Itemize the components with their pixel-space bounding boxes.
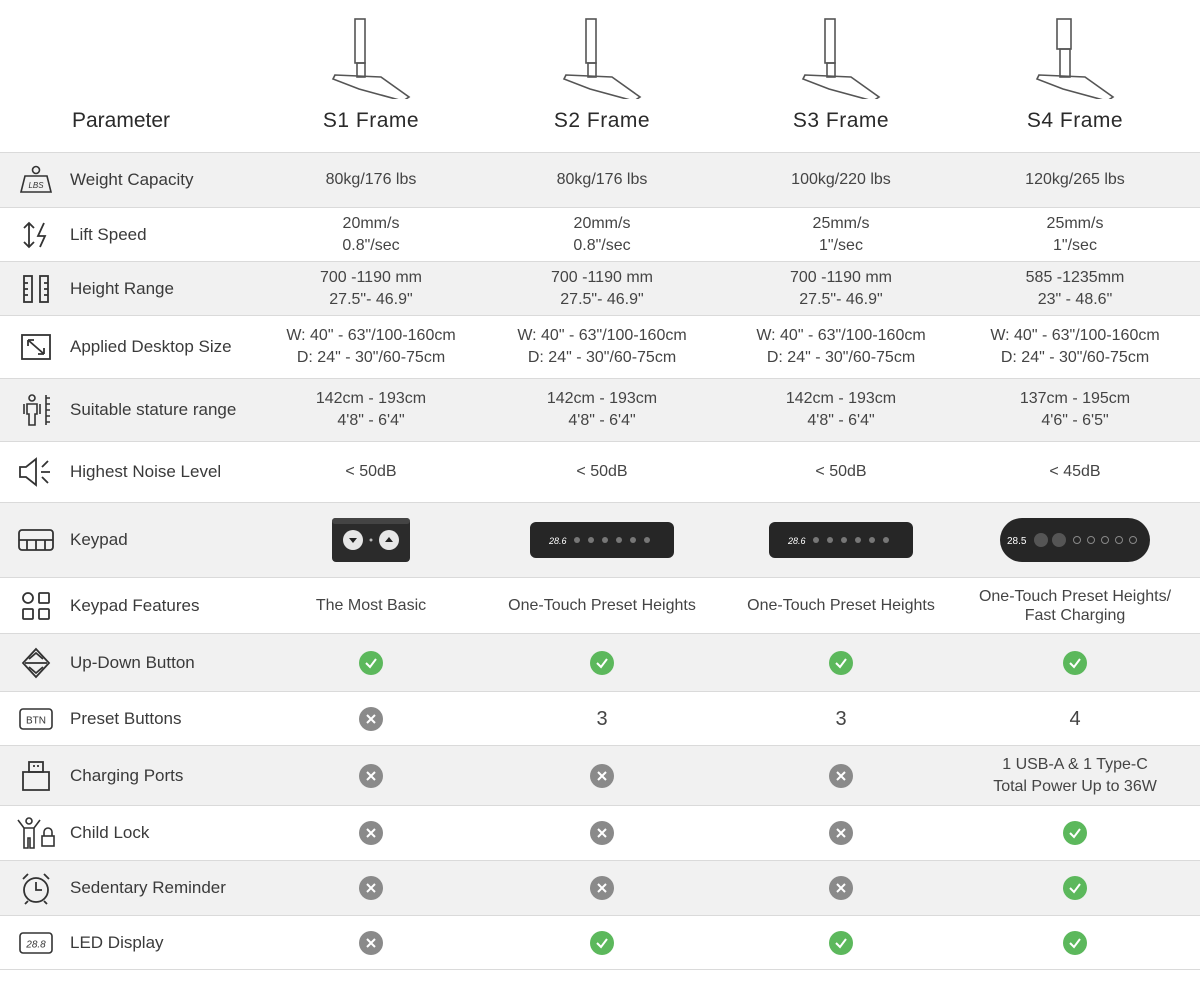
value-line: 27.5"- 46.9" (329, 290, 413, 308)
param-label: Up-Down Button (70, 652, 195, 672)
value-cell (950, 876, 1200, 900)
value-line: D: 24" - 30"/60-75cm (1000, 349, 1150, 366)
param-label: Applied Desktop Size (70, 337, 232, 356)
value-cell (732, 388, 950, 432)
value-cell (732, 876, 950, 900)
param-cell (0, 327, 270, 367)
value-cell (472, 388, 732, 432)
value-cell (732, 651, 950, 675)
value-cell (732, 595, 950, 617)
header-s4 (950, 0, 1200, 152)
value-cell (950, 587, 1200, 625)
value-line: One-Touch Preset Heights (508, 596, 696, 614)
value-cell (270, 516, 472, 564)
value-cell (472, 520, 732, 560)
value-cell (472, 213, 732, 257)
frame-title: S4 Frame (1026, 109, 1124, 132)
param-label: Charging Ports (70, 765, 184, 785)
cross-icon (359, 931, 383, 955)
svg-text:BTN: BTN (26, 715, 46, 726)
param-label: Keypad (70, 530, 128, 549)
svg-text:28.6: 28.6 (788, 536, 806, 546)
value-cell (270, 169, 472, 191)
header-s3 (732, 0, 950, 152)
value-cell (950, 267, 1200, 311)
cross-icon (359, 707, 383, 731)
value-line: W: 40" - 63"/100-160cm (517, 327, 687, 344)
value-cell (472, 708, 732, 730)
param-label: Suitable stature range (70, 400, 237, 419)
value-line: 700 -1190 mm (320, 268, 422, 286)
check-icon (829, 651, 853, 675)
value-cell (270, 213, 472, 257)
value-line: 585 -1235mm (1025, 268, 1125, 286)
param-label: Sedentary Reminder (70, 878, 226, 897)
frame-leg-icon (1035, 17, 1115, 99)
value-line: 137cm - 195cm (1019, 390, 1131, 407)
check-icon (1063, 821, 1087, 845)
value-line: 20mm/s (573, 214, 631, 232)
check-icon (359, 651, 383, 675)
param-cell (0, 520, 270, 560)
value-line: 0.8"/sec (573, 236, 631, 254)
value-line: Fast Charging (1024, 606, 1126, 624)
value-line: 4'8" - 6'4" (568, 412, 636, 429)
frame-leg-icon (801, 17, 881, 99)
cross-icon (590, 764, 614, 788)
value-cell (270, 461, 472, 483)
value-line: 1"/sec (819, 236, 863, 254)
param-cell (0, 923, 270, 963)
frame-leg-icon (562, 17, 642, 99)
value-cell (732, 520, 950, 560)
cross-icon (829, 876, 853, 900)
alarm-clock-icon (16, 868, 56, 908)
check-icon (829, 931, 853, 955)
param-cell (0, 160, 270, 200)
cross-icon (590, 821, 614, 845)
param-label: Height Range (70, 278, 174, 298)
value-line: The Most Basic (315, 596, 427, 614)
value-cell (270, 821, 472, 845)
value-cell (472, 821, 732, 845)
value-cell (472, 325, 732, 369)
svg-text:28.5: 28.5 (1007, 536, 1027, 547)
value-line: W: 40" - 63"/100-160cm (286, 327, 456, 344)
height-range-icon (16, 269, 56, 309)
svg-text:28.6: 28.6 (549, 536, 567, 546)
param-cell (0, 643, 270, 683)
value-cell (270, 764, 472, 788)
basic-keypad-image (331, 516, 411, 564)
header-s1 (270, 0, 472, 152)
value-line: < 50dB (576, 463, 628, 480)
value-line: D: 24" - 30"/60-75cm (296, 349, 446, 366)
keypad-features-icon (16, 586, 56, 626)
stature-icon (16, 390, 56, 430)
param-label: Highest Noise Level (70, 462, 222, 481)
round-display-keypad-image (999, 515, 1151, 565)
check-icon (1063, 651, 1087, 675)
header-s2 (472, 0, 732, 152)
check-icon (590, 931, 614, 955)
row-keypad-features (0, 578, 1200, 634)
value-line: One-Touch Preset Heights (747, 596, 935, 614)
cross-icon (359, 876, 383, 900)
cross-icon (829, 821, 853, 845)
preset-count: 4 (1069, 707, 1081, 730)
value-cell (270, 707, 472, 731)
row-charging-ports (0, 746, 1200, 806)
param-label: Lift Speed (70, 224, 147, 244)
value-cell (270, 595, 472, 617)
row-child-lock (0, 806, 1200, 861)
param-cell (0, 756, 270, 796)
value-cell (472, 931, 732, 955)
value-line: 700 -1190 mm (551, 268, 653, 286)
value-line: 1 USB-A & 1 Type-C (1002, 755, 1148, 773)
param-cell (0, 868, 270, 908)
row-weight-capacity (0, 153, 1200, 208)
value-line: 4'8" - 6'4" (337, 412, 405, 429)
param-label: Keypad Features (70, 595, 200, 615)
header-parameter-cell (0, 0, 270, 152)
value-line: W: 40" - 63"/100-160cm (990, 327, 1160, 344)
value-line: < 50dB (815, 463, 867, 480)
param-cell (0, 699, 270, 739)
value-cell (950, 931, 1200, 955)
value-cell (950, 461, 1200, 483)
value-cell (732, 708, 950, 730)
frame-title: S2 Frame (553, 109, 651, 132)
value-cell (472, 764, 732, 788)
value-cell (950, 388, 1200, 432)
value-line: 1"/sec (1053, 236, 1097, 254)
value-line: 142cm - 193cm (315, 390, 427, 407)
value-cell (472, 651, 732, 675)
value-line: 25mm/s (812, 214, 870, 232)
btn-icon (16, 699, 56, 739)
param-cell (0, 586, 270, 626)
value-line: 120kg/265 lbs (1025, 171, 1125, 188)
frame-title: S1 Frame (322, 109, 420, 132)
row-stature-range (0, 379, 1200, 442)
up-down-icon (16, 643, 56, 683)
value-line: 100kg/220 lbs (791, 171, 891, 188)
frame-leg-icon (331, 17, 411, 99)
charging-port-icon (16, 756, 56, 796)
value-line: 25mm/s (1046, 214, 1104, 232)
value-line: < 50dB (345, 463, 397, 480)
value-cell (472, 169, 732, 191)
cross-icon (359, 821, 383, 845)
display-keypad-image (768, 520, 914, 560)
value-line: 27.5"- 46.9" (799, 290, 883, 308)
header-row (0, 0, 1200, 153)
row-sedentary-reminder (0, 861, 1200, 916)
value-line: < 45dB (1049, 463, 1101, 480)
value-line: 80kg/176 lbs (325, 171, 417, 188)
value-cell (950, 821, 1200, 845)
lift-speed-icon (16, 215, 56, 255)
value-line: 23" - 48.6" (1037, 290, 1113, 308)
value-cell (472, 876, 732, 900)
value-line: 142cm - 193cm (546, 390, 658, 407)
svg-text:28.8: 28.8 (26, 939, 46, 950)
param-cell (0, 215, 270, 255)
row-lift-speed (0, 208, 1200, 262)
led-display-icon (16, 923, 56, 963)
value-cell (472, 267, 732, 311)
value-cell (472, 461, 732, 483)
child-lock-icon (16, 813, 56, 853)
value-line: 20mm/s (342, 214, 400, 232)
value-line: One-Touch Preset Heights/ (978, 587, 1172, 605)
param-cell (0, 269, 270, 309)
value-cell (270, 388, 472, 432)
value-cell (950, 515, 1200, 565)
value-line: Total Power Up to 36W (993, 777, 1157, 795)
frame-title: S3 Frame (792, 109, 890, 132)
check-icon (590, 651, 614, 675)
value-cell (732, 267, 950, 311)
value-cell (270, 325, 472, 369)
value-cell (950, 169, 1200, 191)
value-line: D: 24" - 30"/60-75cm (766, 349, 916, 366)
preset-count: 3 (596, 707, 608, 730)
value-cell (270, 267, 472, 311)
value-cell (732, 931, 950, 955)
display-keypad-image (529, 520, 675, 560)
value-cell (732, 213, 950, 257)
value-line: W: 40" - 63"/100-160cm (756, 327, 926, 344)
value-line: D: 24" - 30"/60-75cm (527, 349, 677, 366)
value-cell (950, 213, 1200, 257)
param-label: LED Display (70, 932, 164, 952)
weight-lbs-icon (16, 160, 56, 200)
row-preset-buttons (0, 692, 1200, 746)
noise-icon (16, 452, 56, 492)
param-cell (0, 813, 270, 853)
value-cell (950, 708, 1200, 730)
value-cell (950, 651, 1200, 675)
cross-icon (829, 764, 853, 788)
row-led-display (0, 916, 1200, 970)
value-line: 27.5"- 46.9" (560, 290, 644, 308)
keypad-icon (16, 520, 56, 560)
value-line: 4'6" - 6'5" (1041, 412, 1109, 429)
row-desktop-size (0, 316, 1200, 379)
svg-text:LBS: LBS (28, 181, 44, 190)
param-cell (0, 390, 270, 430)
value-cell (270, 876, 472, 900)
value-cell (270, 931, 472, 955)
value-cell (732, 169, 950, 191)
row-noise-level (0, 442, 1200, 503)
desktop-size-icon (16, 327, 56, 367)
value-line: 80kg/176 lbs (556, 171, 648, 188)
value-cell (950, 754, 1200, 798)
value-cell (732, 461, 950, 483)
row-height-range (0, 262, 1200, 316)
check-icon (1063, 931, 1087, 955)
param-label: Child Lock (70, 823, 150, 842)
param-label: Weight Capacity (70, 170, 194, 189)
preset-count: 3 (835, 707, 847, 730)
value-cell (732, 764, 950, 788)
value-line: 0.8"/sec (342, 236, 400, 254)
row-keypad (0, 503, 1200, 578)
value-line: 700 -1190 mm (790, 268, 892, 286)
check-icon (1063, 876, 1087, 900)
row-up-down-button (0, 634, 1200, 692)
param-label: Preset Buttons (70, 708, 182, 728)
param-cell (0, 452, 270, 492)
value-cell (270, 651, 472, 675)
value-line: 4'8" - 6'4" (807, 412, 875, 429)
cross-icon (590, 876, 614, 900)
value-line: 142cm - 193cm (785, 390, 897, 407)
value-cell (732, 325, 950, 369)
cross-icon (359, 764, 383, 788)
value-cell (732, 821, 950, 845)
parameter-heading: Parameter (72, 109, 171, 132)
value-cell (472, 595, 732, 617)
value-cell (950, 325, 1200, 369)
